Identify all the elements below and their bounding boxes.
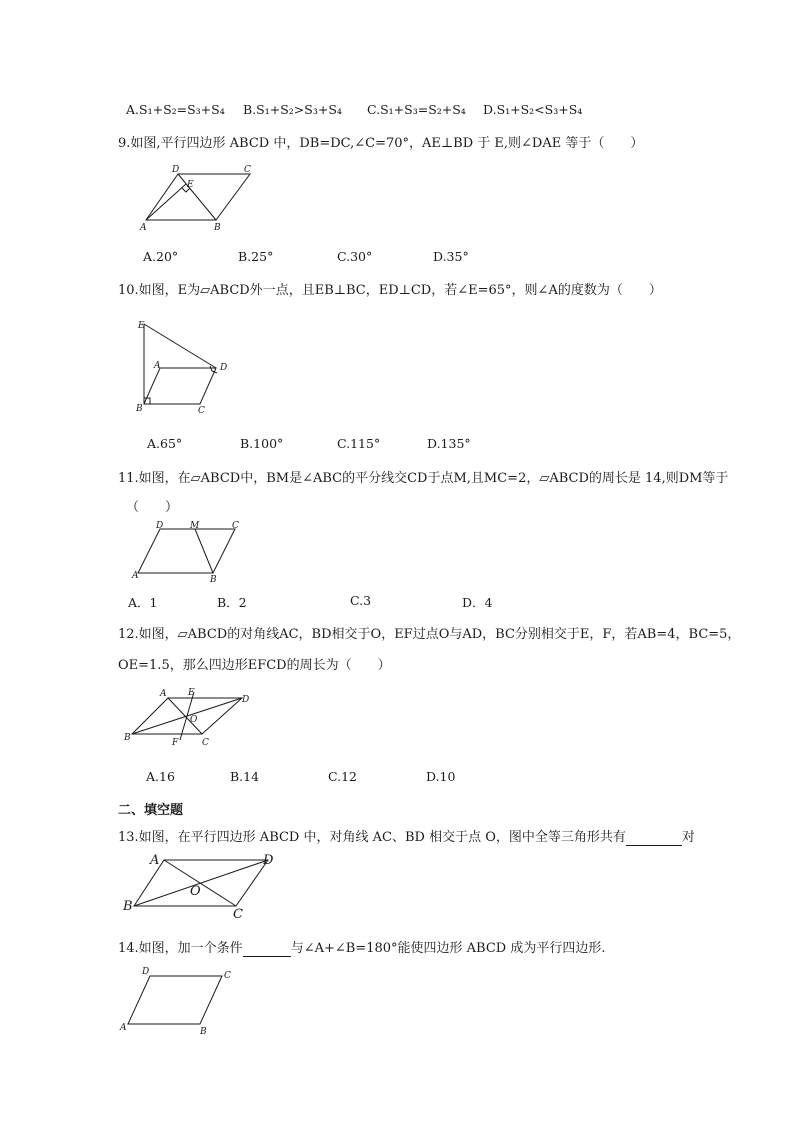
q12-option-b: B.14 — [230, 769, 260, 784]
q14-stem — [118, 937, 605, 957]
q9-option-d: D.35° — [433, 249, 469, 264]
q12-label-b: B — [124, 733, 131, 743]
q11-label-d: D — [156, 521, 164, 531]
q13-label-o: O — [190, 884, 201, 899]
q13-label-d: D — [263, 853, 274, 868]
q12-label-e: E — [188, 688, 195, 698]
q13-stem — [118, 826, 695, 846]
q10-label-d: D — [220, 363, 228, 373]
q10-label-a: A — [154, 361, 161, 371]
q9-label-b: B — [214, 223, 221, 233]
q12-figure — [122, 686, 257, 755]
q14-label-c: C — [224, 971, 231, 981]
q10-option-c: C.115° — [337, 436, 381, 451]
q8-option-b: B.S₁+S₂>S₃+S₄ — [243, 102, 342, 117]
q11-label-b: B — [210, 575, 217, 585]
section-fill-in-title: 二、填空题 — [118, 803, 184, 818]
q11-label-c: C — [232, 521, 239, 531]
q10-option-a: A.65° — [147, 436, 183, 451]
q12-option-d: D.10 — [426, 769, 456, 784]
q12-option-a: A.16 — [146, 769, 175, 784]
q14-stem-after: 与∠A+∠B=180°能使四边形 ABCD 成为平行四边形. — [290, 941, 606, 956]
q10-figure — [134, 316, 244, 420]
q9-option-b: B.25° — [238, 249, 274, 264]
q14-label-d: D — [142, 967, 150, 977]
q12-label-c: C — [202, 738, 209, 748]
q8-option-c: C.S₁+S₃=S₂+S₄ — [367, 102, 466, 117]
q10-label-b: B — [136, 404, 143, 414]
q11-label-m: M — [190, 521, 200, 531]
q12-stem-line1: 12.如图，▱ABCD的对角线AC，BD相交于O，EF过点O与AD，BC分别相交于E，F，若AB=4，BC=5， — [118, 627, 741, 642]
q13-stem-after: 对 — [681, 830, 695, 845]
q13-stem-before: 13.如图，在平行四边形 ABCD 中，对角线 AC、BD 相交于点 O，图中全等三角形共有 — [118, 830, 626, 845]
q8-option-d: D.S₁+S₂<S₃+S₄ — [483, 102, 583, 117]
q9-label-e: E — [187, 180, 194, 190]
q11-stem-line2: （ ） — [126, 500, 179, 515]
q9-option-c: C.30° — [337, 249, 373, 264]
q11-option-a: A．1 — [128, 595, 158, 610]
q13-label-c: C — [233, 907, 243, 922]
q12-option-c: C.12 — [328, 769, 357, 784]
q11-option-d: D．4 — [462, 595, 493, 610]
q14-label-a: A — [120, 1023, 127, 1033]
q13-figure — [120, 850, 290, 924]
q10-label-e: E — [138, 321, 145, 331]
q14-answer-blank[interactable] — [243, 941, 291, 957]
q9-label-c: C — [244, 165, 251, 175]
q11-option-b: B．2 — [217, 595, 247, 610]
q10-stem: 10.如图，E为▱ABCD外一点，且EB⊥BC，ED⊥CD，若∠E=65°，则∠A的度数为（ ） — [118, 283, 662, 298]
q10-option-b: B.100° — [240, 436, 284, 451]
q14-stem-before: 14.如图，加一个条件 — [118, 941, 243, 956]
q9-figure — [136, 160, 266, 239]
q9-label-d: D — [172, 165, 180, 175]
q11-figure — [128, 520, 253, 589]
q13-label-b: B — [123, 899, 133, 914]
q11-stem-line1: 11.如图，在▱ABCD中，BM是∠ABC的平分线交CD于点M,且MC=2，▱ABCD的周长是 14,则DM等于 — [118, 471, 729, 486]
q13-answer-blank[interactable] — [626, 830, 682, 846]
q12-label-o: O — [190, 715, 198, 725]
q12-label-f: F — [172, 738, 179, 748]
q14-label-b: B — [200, 1027, 207, 1037]
q8-option-a: A.S₁+S₂=S₃+S₄ — [126, 102, 225, 117]
q9-label-a: A — [140, 223, 147, 233]
q12-label-a: A — [160, 689, 167, 699]
q13-label-a: A — [150, 853, 160, 868]
q12-label-d: D — [242, 695, 250, 705]
q9-option-a: A.20° — [143, 249, 179, 264]
q10-label-c: C — [198, 406, 205, 416]
q9-stem: 9.如图,平行四边形 ABCD 中，DB=DC,∠C=70°，AE⊥BD 于 E,则∠DAE 等于（ ） — [118, 136, 644, 151]
q11-label-a: A — [132, 571, 139, 581]
q12-stem-line2: OE=1.5，那么四边形EFCD的周长为（ ） — [118, 658, 391, 673]
q14-figure — [118, 962, 248, 1041]
q10-option-d: D.135° — [427, 436, 471, 451]
q11-option-c: C.3 — [350, 593, 372, 608]
